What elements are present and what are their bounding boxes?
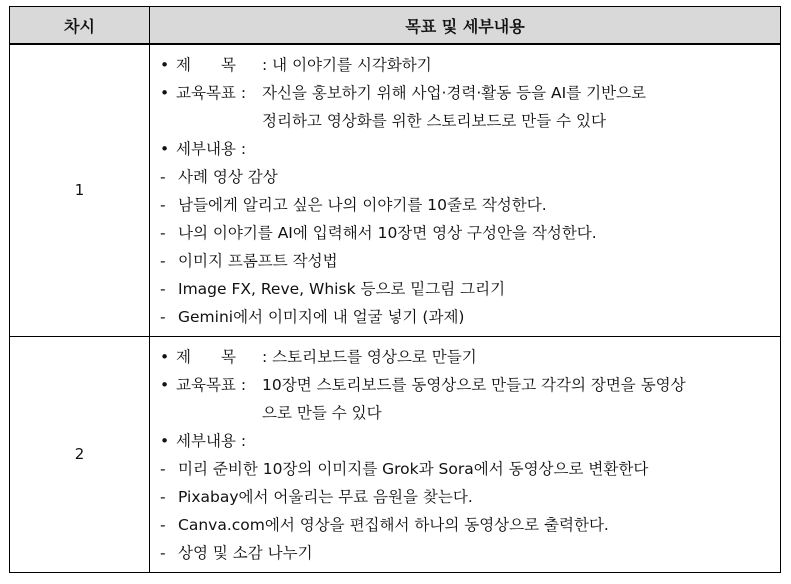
title-sep: : xyxy=(262,347,268,366)
curriculum-table xyxy=(9,6,781,573)
session-number: 2 xyxy=(10,336,150,572)
header-row xyxy=(10,7,781,45)
list-item: - Gemini에서 이미지에 내 얼굴 넣기 (과제) xyxy=(160,308,465,326)
title-label: 제 목 xyxy=(176,347,236,366)
list-item: - Canva.com에서 영상을 편집해서 하나의 동영상으로 출력한다. xyxy=(160,515,609,534)
list-item: - 이미지 프롬프트 작성법 xyxy=(160,252,338,270)
bullet-icon: • xyxy=(160,347,170,366)
bullet-icon: • xyxy=(160,56,170,74)
goal-text-line1: 자신을 홍보하기 위해 사업·경력·활동 등을 AI를 기반으로 xyxy=(262,84,646,102)
goal-line xyxy=(160,79,776,107)
goal-line xyxy=(160,371,776,399)
title-label: 제 목 xyxy=(176,56,236,74)
header-goals: 목표 및 세부내용 xyxy=(150,7,781,45)
goal-label: 교육목표 : xyxy=(176,84,247,102)
bullet-icon: • xyxy=(160,84,170,102)
goal-label: 교육목표 : xyxy=(176,375,247,394)
details-line xyxy=(160,135,776,163)
table-row xyxy=(10,44,781,336)
list-item: - 나의 이야기를 AI에 입력해서 10장면 영상 구성안을 작성한다. xyxy=(160,224,597,242)
table-row xyxy=(10,336,781,572)
session-number: 1 xyxy=(10,44,150,336)
bullet-icon: • xyxy=(160,431,170,450)
list-item: - 남들에게 알리고 싶은 나의 이야기를 10줄로 작성한다. xyxy=(160,196,547,214)
title-text: 내 이야기를 시각화하기 xyxy=(272,56,432,74)
bullet-icon: • xyxy=(160,375,170,394)
title-sep: : xyxy=(262,56,268,74)
details-label: 세부내용 : xyxy=(176,140,247,158)
bullet-icon: • xyxy=(160,140,170,158)
details-label: 세부내용 : xyxy=(176,431,247,450)
list-item: - 미리 준비한 10장의 이미지를 Grok과 Sora에서 동영상으로 변환한다 xyxy=(160,459,649,478)
list-item: - 사례 영상 감상 xyxy=(160,168,278,186)
goal-text-line2: 으로 만들 수 있다 xyxy=(262,403,382,422)
title-line xyxy=(160,343,776,371)
session-content xyxy=(150,44,781,336)
goal-text-line2: 정리하고 영상화를 위한 스토리보드로 만들 수 있다 xyxy=(262,112,606,130)
list-item: - Pixabay에서 어울리는 무료 음원을 찾는다. xyxy=(160,487,473,506)
details-line xyxy=(160,427,776,455)
header-session: 차시 xyxy=(10,7,150,45)
goal-text-line1: 10장면 스토리보드를 동영상으로 만들고 각각의 장면을 동영상 xyxy=(262,375,686,394)
session-content xyxy=(150,336,781,572)
list-item: - 상영 및 소감 나누기 xyxy=(160,543,313,562)
list-item: - Image FX, Reve, Whisk 등으로 밑그림 그리기 xyxy=(160,280,506,298)
title-line xyxy=(160,51,776,79)
title-text: 스토리보드를 영상으로 만들기 xyxy=(272,347,477,366)
